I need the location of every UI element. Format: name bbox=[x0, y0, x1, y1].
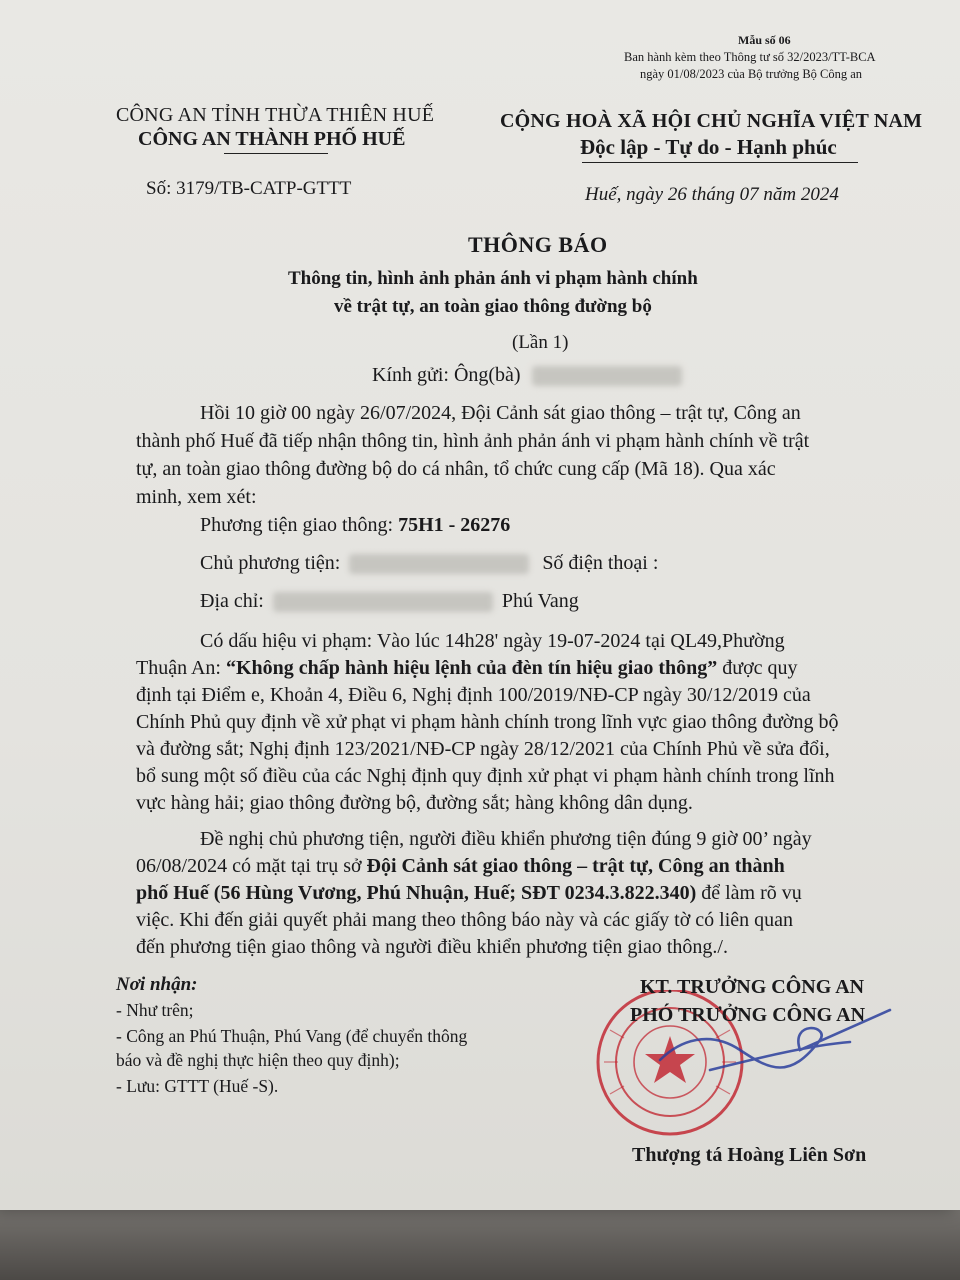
form-reference-line1: Ban hành kèm theo Thông tư số 32/2023/TT-BCA bbox=[624, 50, 876, 64]
address-label: Địa chỉ: bbox=[200, 590, 264, 612]
intro-line-2: thành phố Huế đã tiếp nhận thông tin, hình ảnh phản ánh vi phạm hành chính về trật bbox=[136, 430, 810, 452]
violation-location: Thuận An: bbox=[136, 657, 226, 679]
redacted-address bbox=[273, 592, 493, 612]
notice-title: THÔNG BÁO bbox=[468, 232, 608, 257]
document-date: Huế, ngày 26 tháng 07 năm 2024 bbox=[585, 184, 839, 205]
national-motto: Độc lập - Tự do - Hạnh phúc bbox=[580, 135, 837, 159]
violation-line-7: vực hàng hải; giao thông đường bộ, đường sắt; hàng không dân dụng. bbox=[136, 792, 693, 814]
notice-subtitle-1: Thông tin, hình ảnh phản ánh vi phạm hành chính bbox=[288, 268, 698, 289]
address-row bbox=[200, 590, 579, 613]
intro-line-3: tự, an toàn giao thông đường bộ do cá nhân, tổ chức cung cấp (Mã 18). Qua xác bbox=[136, 458, 776, 480]
phone-label: Số điện thoại : bbox=[542, 552, 659, 574]
signature-title-2: PHÓ TRƯỞNG CÔNG AN bbox=[630, 1004, 866, 1026]
recipient-item: - Như trên; bbox=[116, 1000, 194, 1020]
violation-line-5: và đường sắt; Nghị định 123/2021/NĐ-CP ngày 28/12/2021 của Chính Phủ về sửa đổi, bbox=[136, 738, 830, 760]
org-parent: CÔNG AN TỈNH THỪA THIÊN HUẾ bbox=[116, 104, 435, 126]
violation-line-6: bổ sung một số điều của các Nghị định quy định xử phạt vi phạm hành chính trong lĩnh bbox=[136, 765, 835, 787]
request-line-5: đến phương tiện giao thông và người điều khiển phương tiện giao thông./. bbox=[136, 936, 728, 958]
notice-round: (Lần 1) bbox=[512, 332, 569, 353]
signature-title-1: KT. TRƯỞNG CÔNG AN bbox=[640, 976, 865, 998]
violation-line-1: Có dấu hiệu vi phạm: Vào lúc 14h28' ngày 19-07-2024 tại QL49,Phường bbox=[200, 630, 785, 652]
request-line-4: việc. Khi đến giải quyết phải mang theo thông báo này và các giấy tờ có liên quan bbox=[136, 909, 794, 931]
owner-row bbox=[200, 552, 658, 575]
intro-line-4: minh, xem xét: bbox=[136, 486, 257, 508]
violation-line-2-end: được quy bbox=[717, 657, 798, 679]
request-line-1: Đề nghị chủ phương tiện, người điều khiển phương tiện đúng 9 giờ 00’ ngày bbox=[200, 828, 812, 850]
org-name: CÔNG AN THÀNH PHỐ HUẾ bbox=[138, 128, 406, 150]
request-office: Đội Cảnh sát giao thông – trật tự, Công an thành bbox=[366, 855, 785, 877]
violation-offense: “Không chấp hành hiệu lệnh của đèn tín hiệu giao thông” bbox=[226, 657, 718, 679]
violation-line-4: Chính Phủ quy định về xử phạt vi phạm hành chính trong lĩnh vực giao thông đường bộ bbox=[136, 711, 839, 733]
greeting-text: Kính gửi: Ông(bà) bbox=[372, 364, 521, 386]
greeting bbox=[372, 364, 682, 387]
notice-subtitle-2: về trật tự, an toàn giao thông đường bộ bbox=[334, 296, 652, 317]
vehicle-row bbox=[200, 514, 510, 537]
request-address: phố Huế (56 Hùng Vương, Phú Nhuận, Huế; SĐT 0234.3.822.340) bbox=[136, 882, 697, 904]
intro-line-1: Hồi 10 giờ 00 ngày 26/07/2024, Đội Cảnh sát giao thông – trật tự, Công an bbox=[200, 402, 801, 424]
org-underline bbox=[224, 153, 328, 154]
owner-label: Chủ phương tiện: bbox=[200, 552, 341, 574]
redacted-name bbox=[532, 366, 682, 386]
form-reference-line2: ngày 01/08/2023 của Bộ trưởng Bộ Công an bbox=[640, 67, 863, 81]
violation-line-3: định tại Điểm e, Khoản 4, Điều 6, Nghị định 100/2019/NĐ-CP ngày 30/12/2019 của bbox=[136, 684, 811, 706]
request-line-2 bbox=[136, 855, 785, 878]
redacted-owner bbox=[349, 554, 529, 574]
vehicle-label: Phương tiện giao thông: bbox=[200, 514, 394, 536]
form-number: Mẫu số 06 bbox=[738, 33, 791, 47]
recipient-item: - Lưu: GTTT (Huế -S). bbox=[116, 1076, 279, 1096]
request-date: 06/08/2024 có mặt tại trụ sở bbox=[136, 855, 367, 877]
vehicle-plate: 75H1 - 26276 bbox=[398, 514, 511, 536]
document-number: Số: 3179/TB-CATP-GTTT bbox=[146, 178, 352, 199]
motto-underline bbox=[582, 162, 858, 163]
recipients-title: Nơi nhận: bbox=[116, 974, 198, 995]
address-suffix: Phú Vang bbox=[501, 590, 579, 612]
nation-name: CỘNG HOÀ XÃ HỘI CHỦ NGHĨA VIỆT NAM bbox=[500, 110, 923, 132]
request-line-3-end: để làm rõ vụ bbox=[696, 882, 802, 904]
request-line-3 bbox=[136, 882, 802, 905]
signer-name: Thượng tá Hoàng Liên Sơn bbox=[632, 1144, 867, 1166]
violation-line-2 bbox=[136, 657, 798, 680]
recipient-item: báo và đề nghị thực hiện theo quy định); bbox=[116, 1050, 400, 1070]
recipient-item: - Công an Phú Thuận, Phú Vang (để chuyển thông bbox=[116, 1026, 468, 1046]
